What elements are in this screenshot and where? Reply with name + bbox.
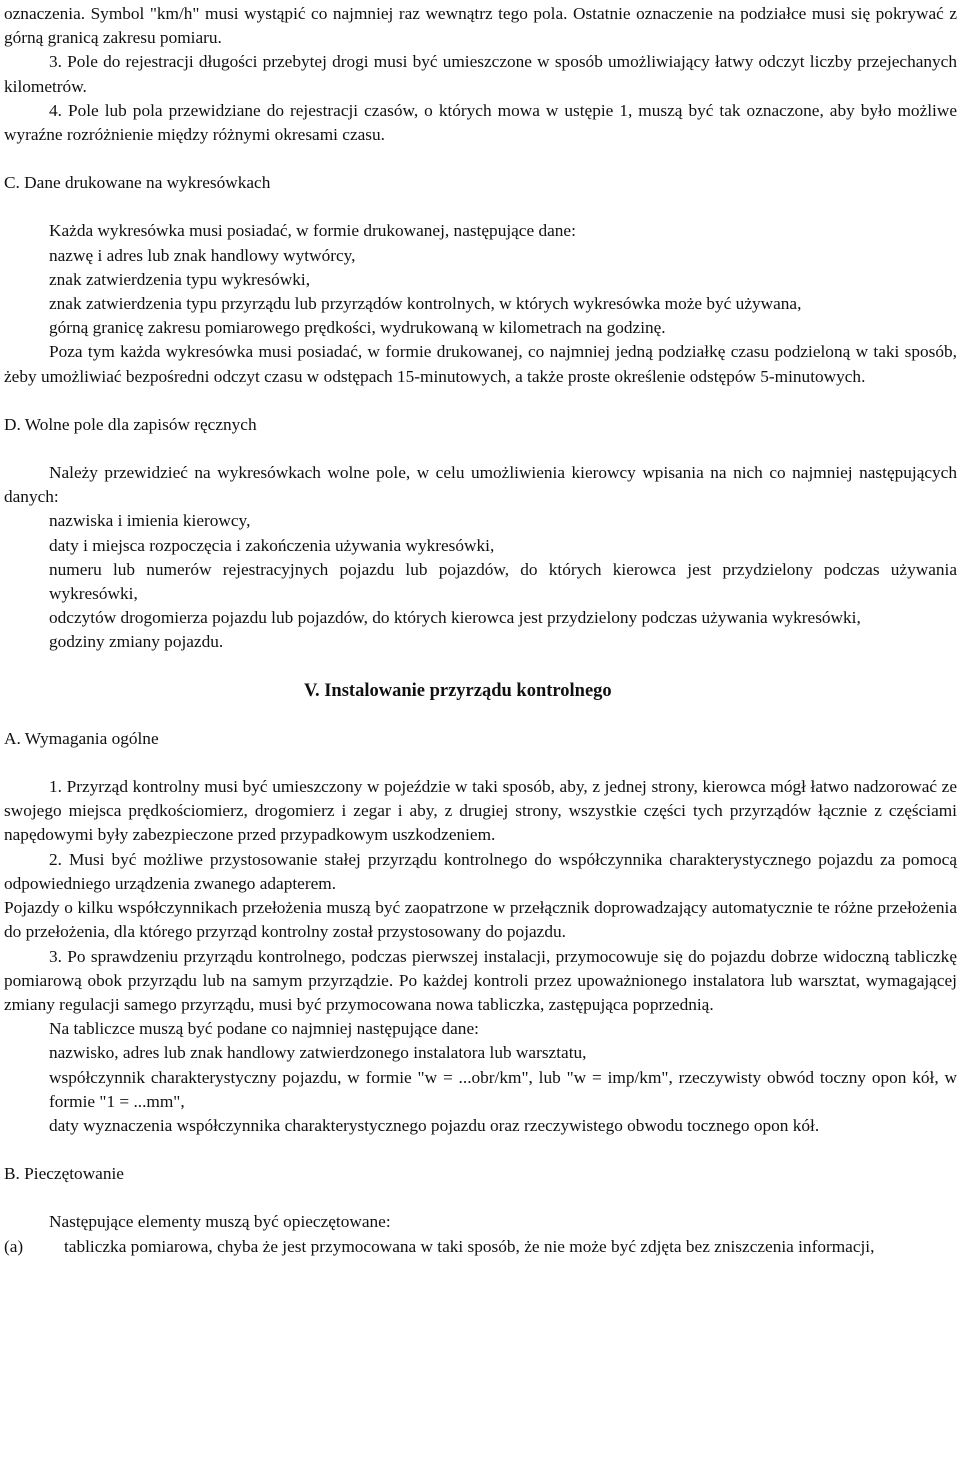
list-item: godziny zmiany pojazdu. (49, 632, 224, 652)
list-item: daty i miejsca rozpoczęcia i zakończenia używania wykresówki, (49, 535, 495, 555)
list-item: górną granicę zakresu pomiarowego prędkości, wydrukowaną w kilometrach na godzinę. (49, 318, 666, 338)
item-text: tabliczka pomiarowa, chyba że jest przymocowana w taki sposób, że nie może być zdjęta bez zniszczenia informacji, (64, 1236, 875, 1256)
section-c-intro: Każda wykresówka musi posiadać, w formie drukowanej, następujące dane: (49, 221, 576, 241)
section-a-paragraph-1: 1. Przyrząd kontrolny musi być umieszczony w pojeździe w taki sposób, aby, z jednej strony, kierowca mógł łatwo nadzorować ze swojego miejsca prędkościomierz, drogomierz i zegar i aby, z drugiej strony, wszystkie części tych przyrządów łącznie z częściami napędowymi były zabezpieczone przed przypadkowym uszkodzeniem. (4, 777, 957, 845)
list-item: daty wyznaczenia współczynnika charakterystycznego pojazdu oraz rzeczywistego obwodu tocznego opon kół. (49, 1115, 820, 1135)
section-c-closing: Poza tym każda wykresówka musi posiadać, w formie drukowanej, co najmniej jedną podziałkę czasu podzieloną w taki sposób, żeby umożliwiać bezpośredni odczyt czasu w odstępach 15-minutowych, a także proste określenie odstępów 5-minutowych. (4, 342, 957, 386)
section-c-heading: C. Dane drukowane na wykresówkach (4, 173, 271, 193)
list-item: numeru lub numerów rejestracyjnych pojazdu lub pojazdów, do których kierowca jest przydzielony podczas używania wykresówki, (49, 559, 957, 604)
list-item: znak zatwierdzenia typu wykresówki, (49, 269, 311, 289)
paragraph-continuation: oznaczenia. Symbol "km/h" musi wystąpić co najmniej raz wewnątrz tego pola. Ostatnie oznaczenie na podziałce musi się pokrywać z górną granicą zakresu pomiaru. (4, 4, 957, 48)
section-a-paragraph-3: 3. Po sprawdzeniu przyrządu kontrolnego, podczas pierwszej instalacji, przymocowuje się do pojazdu dobrze widoczną tabliczkę pomiarową obok przyrządu lub na samym przyrządzie. Po każdej kontroli przez upoważnionego instalatora lub warsztat, wymagającej zmiany regulacji samego przyrządu, musi być przymocowana nowa tabliczka, zastępująca poprzednią. (4, 946, 957, 1014)
section-a-paragraph-2: 2. Musi być możliwe przystosowanie stałej przyrządu kontrolnego do współczynnika charakterystycznego pojazdu za pomocą odpowiedniego urządzenia zwanego adapterem. (4, 849, 957, 893)
section-d-intro: Należy przewidzieć na wykresówkach wolne pole, w celu umożliwienia kierowcy wpisania na nich co najmniej następujących danych: (4, 463, 957, 507)
plate-intro: Na tabliczce muszą być podane co najmniej następujące dane: (49, 1019, 479, 1039)
paragraph-3: 3. Pole do rejestracji długości przebytej drogi musi być umieszczone w sposób umożliwiający łatwy odczyt liczby przejechanych kilometrów. (4, 52, 957, 96)
section-b-intro: Następujące elementy muszą być opieczętowane: (49, 1212, 391, 1232)
list-item: odczytów drogomierza pojazdu lub pojazdów, do których kierowca jest przydzielony podczas używania wykresówki, (49, 608, 861, 628)
item-label: (a) (4, 1236, 24, 1256)
section-d-heading: D. Wolne pole dla zapisów ręcznych (4, 414, 257, 434)
list-item (4, 1235, 957, 1259)
section-a-heading: A. Wymagania ogólne (4, 728, 159, 748)
list-item: nazwiska i imienia kierowcy, (49, 511, 251, 531)
document-page (4, 2, 957, 1259)
list-item: nazwisko, adres lub znak handlowy zatwierdzonego instalatora lub warsztatu, (49, 1043, 587, 1063)
list-item: znak zatwierdzenia typu przyrządu lub przyrządów kontrolnych, w których wykresówka może być używana, (49, 294, 802, 314)
section-a-paragraph-2b: Pojazdy o kilku współczynnikach przełożenia muszą być zaopatrzone w przełącznik doprowadzający automatycznie te różne przełożenia do przełożenia, dla którego przyrząd kontrolny został przystosowany do pojazdu. (4, 898, 957, 942)
chapter-title: V. Instalowanie przyrządu kontrolnego (304, 680, 612, 701)
paragraph-4: 4. Pole lub pola przewidziane do rejestracji czasów, o których mowa w ustępie 1, muszą być tak oznaczone, aby było możliwe wyraźne rozróżnienie między różnymi okresami czasu. (4, 100, 957, 145)
section-b-heading: B. Pieczętowanie (4, 1164, 124, 1184)
list-item: współczynnik charakterystyczny pojazdu, w formie "w = ...obr/km", lub "w = imp/km", rzeczywisty obwód toczny opon kół, w formie "1 = ...mm", (49, 1067, 957, 1111)
list-item: nazwę i adres lub znak handlowy wytwórcy, (49, 245, 356, 265)
